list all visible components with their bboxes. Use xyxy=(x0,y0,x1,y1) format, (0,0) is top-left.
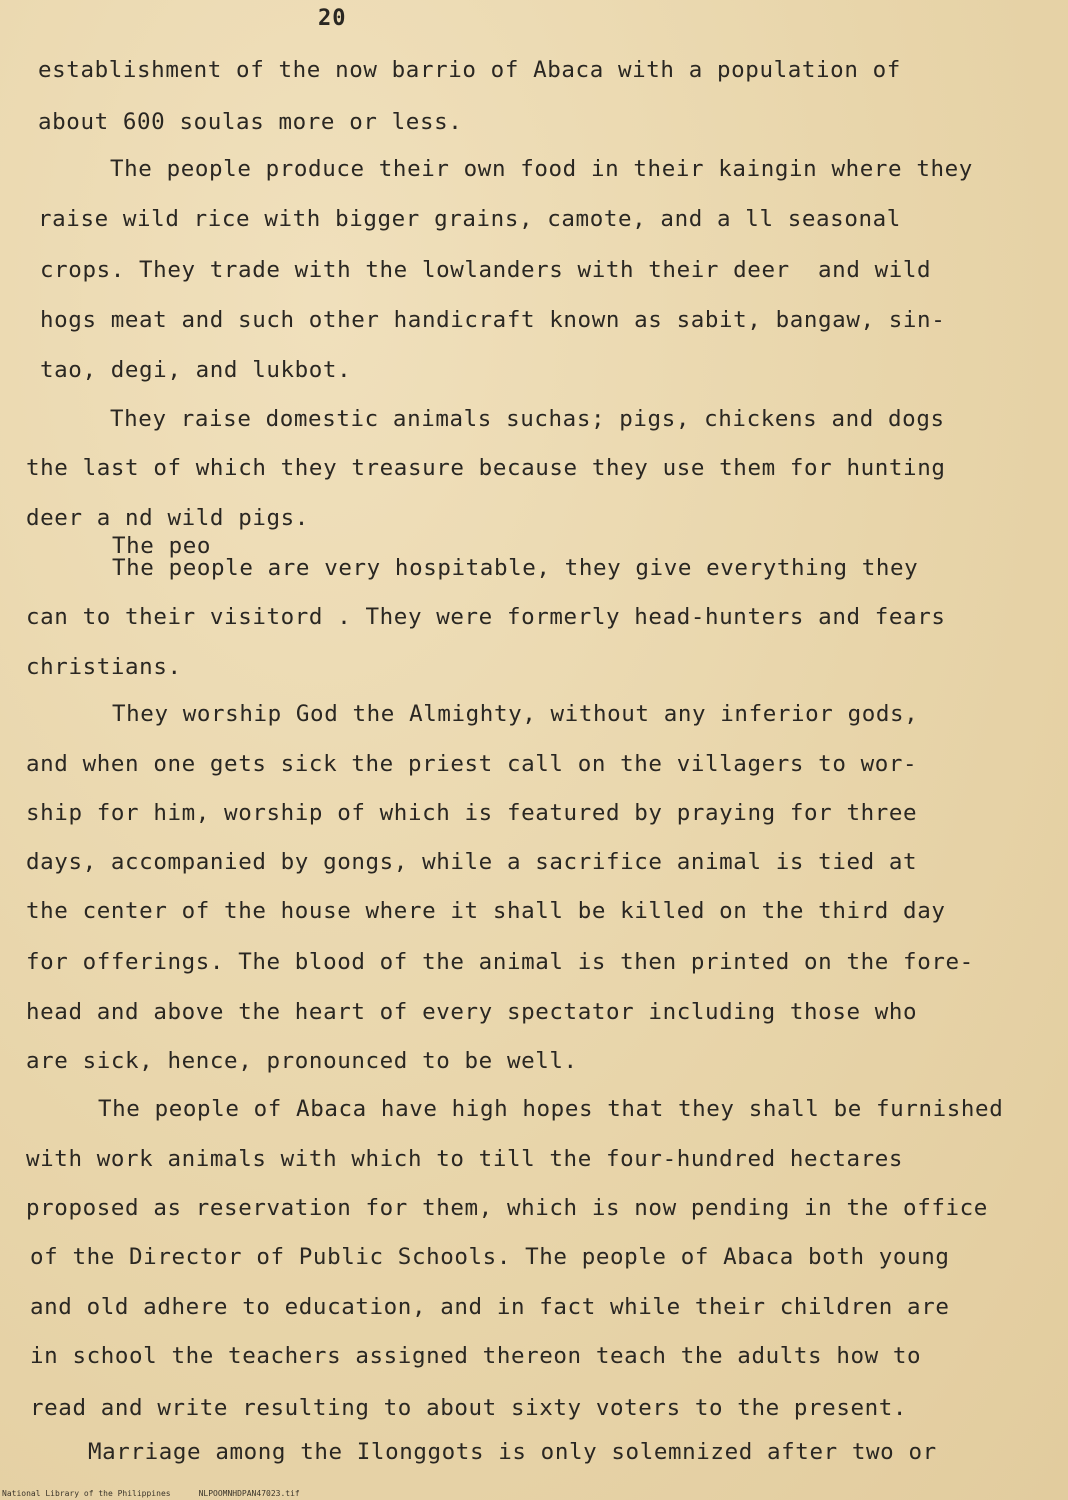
text-line: and old adhere to education, and in fact while their children are xyxy=(30,1294,950,1320)
text-line: are sick, hence, pronounced to be well. xyxy=(26,1048,578,1074)
text-line: days, accompanied by gongs, while a sacrifice animal is tied at xyxy=(26,849,918,875)
text-line: for offerings. The blood of the animal is then printed on the fore- xyxy=(26,949,974,975)
text-line: with work animals with which to till the four-hundred hectares xyxy=(26,1146,904,1172)
text-line: ship for him, worship of which is featured by praying for three xyxy=(26,800,918,826)
text-line: of the Director of Public Schools. The people of Abaca both young xyxy=(30,1244,950,1270)
text-line: christians. xyxy=(26,654,182,680)
text-line: They raise domestic animals suchas; pigs, chickens and dogs xyxy=(110,406,945,432)
text-line: read and write resulting to about sixty voters to the present. xyxy=(30,1395,908,1421)
library-name: National Library of the Philippines xyxy=(2,1489,171,1498)
text-line: hogs meat and such other handicraft known as sabit, bangaw, sin- xyxy=(40,307,946,333)
text-line: proposed as reservation for them, which is now pending in the office xyxy=(26,1195,988,1221)
text-line: The people of Abaca have high hopes that they shall be furnished xyxy=(98,1096,1004,1122)
text-line: about 600 soulas more or less. xyxy=(38,109,463,135)
text-line: The people produce their own food in their kaingin where they xyxy=(110,156,973,182)
text-line: establishment of the now barrio of Abaca with a population of xyxy=(38,57,901,83)
text-line: and when one gets sick the priest call on the villagers to wor- xyxy=(26,751,918,777)
text-line: They worship God the Almighty, without any inferior gods, xyxy=(112,701,919,727)
text-line: head and above the heart of every spectator including those who xyxy=(26,999,918,1025)
scan-footer xyxy=(2,1489,300,1498)
text-line: Marriage among the Ilonggots is only solemnized after two or xyxy=(88,1439,937,1465)
text-line: raise wild rice with bigger grains, camote, and a ll seasonal xyxy=(38,206,901,232)
text-line: crops. They trade with the lowlanders with their deer and wild xyxy=(40,257,932,283)
text-line: the center of the house where it shall be killed on the third day xyxy=(26,898,946,924)
struck-text-line: The peo xyxy=(112,533,212,559)
text-line: in school the teachers assigned thereon teach the adults how to xyxy=(30,1343,922,1369)
file-code: NLPOOMNHDPAN47023.tif xyxy=(198,1489,300,1498)
text-line: can to their visitord . They were formerly head-hunters and fears xyxy=(26,604,946,630)
text-line: deer a nd wild pigs. xyxy=(26,505,309,531)
page-number: 20 xyxy=(318,6,347,31)
text-line: The people are very hospitable, they give everything they xyxy=(112,555,919,581)
text-line: tao, degi, and lukbot. xyxy=(40,357,352,383)
text-line: the last of which they treasure because they use them for hunting xyxy=(26,455,946,481)
